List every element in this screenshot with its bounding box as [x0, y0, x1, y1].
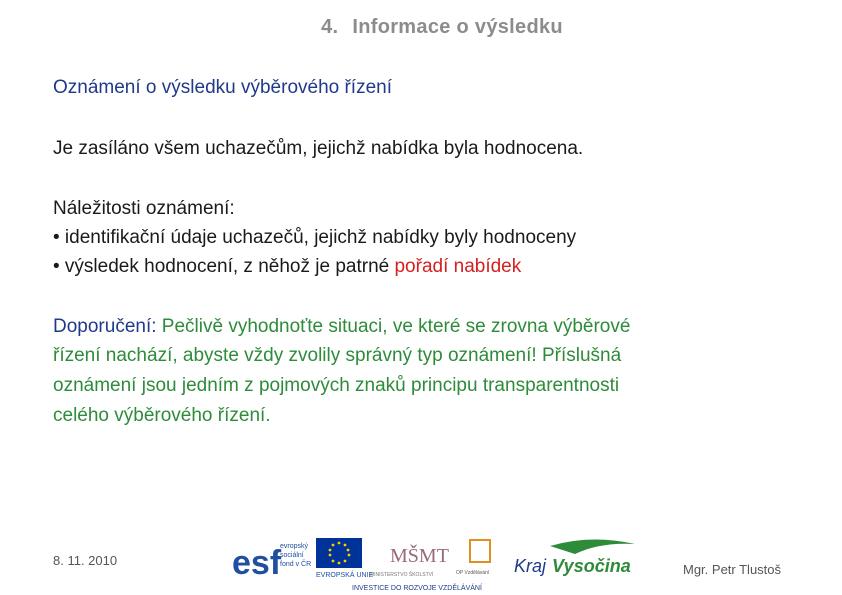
- op-caption: OP Vzdělávání: [456, 570, 490, 576]
- recommendation-label: Doporučení:: [53, 316, 157, 337]
- eu-flag-logo: [316, 538, 374, 579]
- announcement-heading: Oznámení o výsledku výběrového řízení: [53, 77, 393, 98]
- kraj-text: Kraj: [514, 556, 547, 576]
- recommendation-line-1: [53, 316, 630, 338]
- esf-small-3: fond v ČR: [280, 561, 312, 568]
- bullet-2-text: • výsledek hodnocení, z něhož je patrné: [53, 256, 395, 277]
- vysocina-swoosh: [550, 539, 635, 554]
- slide-title-number: 4.: [321, 16, 339, 38]
- recommendation-line-3: oznámení jsou jedním z pojmových znaků principu transparentnosti: [53, 375, 620, 396]
- logo-strip: [230, 534, 640, 594]
- recommendation-text-1: Pečlivě vyhodnoťte situaci, ve které se zrovna výběrové: [156, 316, 631, 337]
- op-logo: [456, 540, 490, 576]
- msmt-logo: [370, 543, 449, 578]
- investment-caption: INVESTICE DO ROZVOJE VZDĚLÁVÁNÍ: [352, 585, 482, 592]
- footer-date: 8. 11. 2010: [53, 553, 118, 568]
- slide-title: [0, 16, 842, 39]
- esf-logo: [232, 543, 311, 582]
- esf-small-1: evropský: [280, 543, 309, 550]
- requirement-bullet-2: [53, 256, 521, 278]
- sent-to-text: Je zasíláno všem uchazečům, jejichž nabídka byla hodnocena.: [53, 138, 584, 159]
- kraj-vysocina-logo: [514, 539, 635, 576]
- bullet-2-highlight: pořadí nabídek: [394, 256, 522, 277]
- recommendation-line-4: celého výběrového řízení.: [53, 405, 271, 426]
- vysocina-text: Vysočina: [552, 556, 631, 576]
- footer-author: Mgr. Petr Tlustoš: [683, 562, 782, 577]
- requirement-bullet-1: • identifikační údaje uchazečů, jejichž nabídky byly hodnoceny: [53, 227, 577, 248]
- op-logo-box: [470, 540, 490, 562]
- slide-title-text: Informace o výsledku: [352, 16, 563, 38]
- msmt-text: MŠMT: [390, 545, 449, 567]
- recommendation-line-2: řízení nachází, abyste vždy zvolily správný typ oznámení! Příslušná: [53, 345, 622, 366]
- esf-small-2: sociální: [280, 552, 304, 559]
- esf-logo-text: esf: [232, 544, 282, 582]
- eu-label: EVROPSKÁ UNIE: [316, 572, 374, 579]
- requirements-label: Náležitosti oznámení:: [53, 198, 235, 219]
- msmt-caption: MINISTERSTVO ŠKOLSTVÍ: [370, 572, 434, 578]
